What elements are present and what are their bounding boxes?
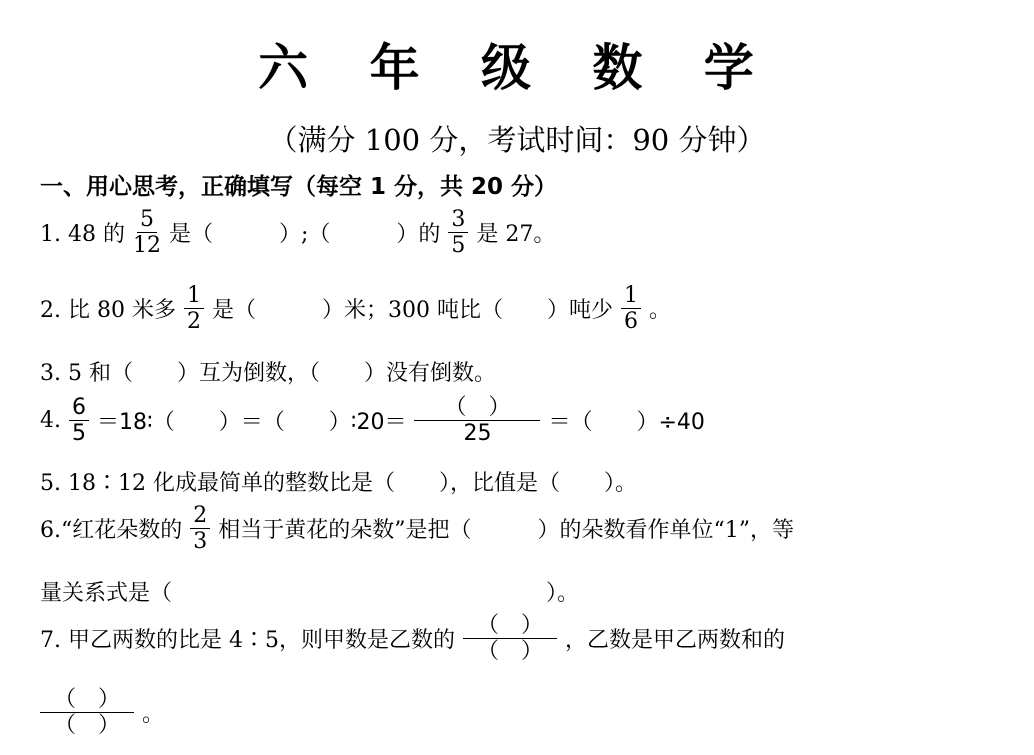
fraction-denominator: 25 [463,421,492,447]
question-4-text-a: 4. [40,408,61,434]
fraction [621,284,641,333]
fraction [463,614,557,663]
section-heading: 一、用心思考，正确填写（每空 1 分，共 20 分） [40,174,558,200]
question-6-text-c: 量关系式是（ ）。 [40,581,580,606]
question-6 [40,504,794,553]
fraction-numerator: 5 [137,208,157,233]
question-6-text-b: 相当于黄花的朵数”是把（ ）的朵数看作单位“1”，等 [218,518,794,544]
fraction [414,396,540,445]
question-4 [40,396,705,445]
fraction-numerator: 2 [190,504,210,529]
fraction [133,208,161,257]
question-7-text-b: ，乙数是甲乙两数和的 [565,628,786,654]
fraction-numerator: 1 [621,284,641,309]
question-3-text: 3. 5 和（ ）互为倒数，（ ）没有倒数。 [40,361,496,386]
fraction-denominator: 5 [72,421,86,447]
question-7-continued [40,688,164,737]
fraction [448,208,468,257]
fraction-denominator: 6 [623,309,638,335]
question-5-text: 5. 18∶12 化成最简单的整数比是（ ），比值是（ ）。 [40,471,637,496]
question-1 [40,208,555,257]
fraction [184,284,204,333]
fraction-denominator: 5 [451,233,466,259]
page-title: 六 年 级 数 学 [258,39,776,97]
fraction-denominator: 3 [193,529,208,555]
fraction-numerator: （ ） [40,688,134,713]
fraction [40,688,134,737]
question-1-text-a: 1. 48 的 [40,222,125,248]
fraction-denominator: 2 [186,309,201,335]
question-5 [40,466,637,497]
fraction-denominator: 12 [132,233,161,259]
question-1-text-c: 是 27。 [476,222,556,248]
exam-info: （满分 100 分，考试时间：90 分钟） [268,123,766,157]
question-2-text-c: 。 [648,298,671,324]
fraction [69,396,89,445]
question-4-text-b: ＝18∶（ ）＝（ ）∶20＝ [97,410,407,436]
fraction-numerator: 1 [184,284,204,309]
fraction-numerator: 3 [448,208,468,233]
question-3 [40,356,496,387]
question-7-text-a: 7. 甲乙两数的比是 4∶5，则甲数是乙数的 [40,628,455,654]
question-1-text-b: 是（ ）;（ ）的 [168,222,441,248]
fraction-denominator: （ ） [54,713,121,739]
question-7-text-c: 。 [142,702,165,728]
fraction-numerator: （ ） [463,614,557,639]
question-4-text-c: ＝（ ）÷40 [548,410,705,436]
question-7 [40,614,785,663]
fraction-denominator: （ ） [476,639,543,665]
fraction [190,504,210,553]
question-6-text-a: 6.“红花朵数的 [40,518,183,544]
fraction-numerator: （ ） [414,396,540,421]
question-2 [40,284,671,333]
fraction-numerator: 6 [69,396,89,421]
question-6-continued [40,576,579,607]
question-2-text-a: 2. 比 80 米多 [40,298,176,324]
question-2-text-b: 是（ ）米；300 吨比（ ）吨少 [211,298,613,324]
